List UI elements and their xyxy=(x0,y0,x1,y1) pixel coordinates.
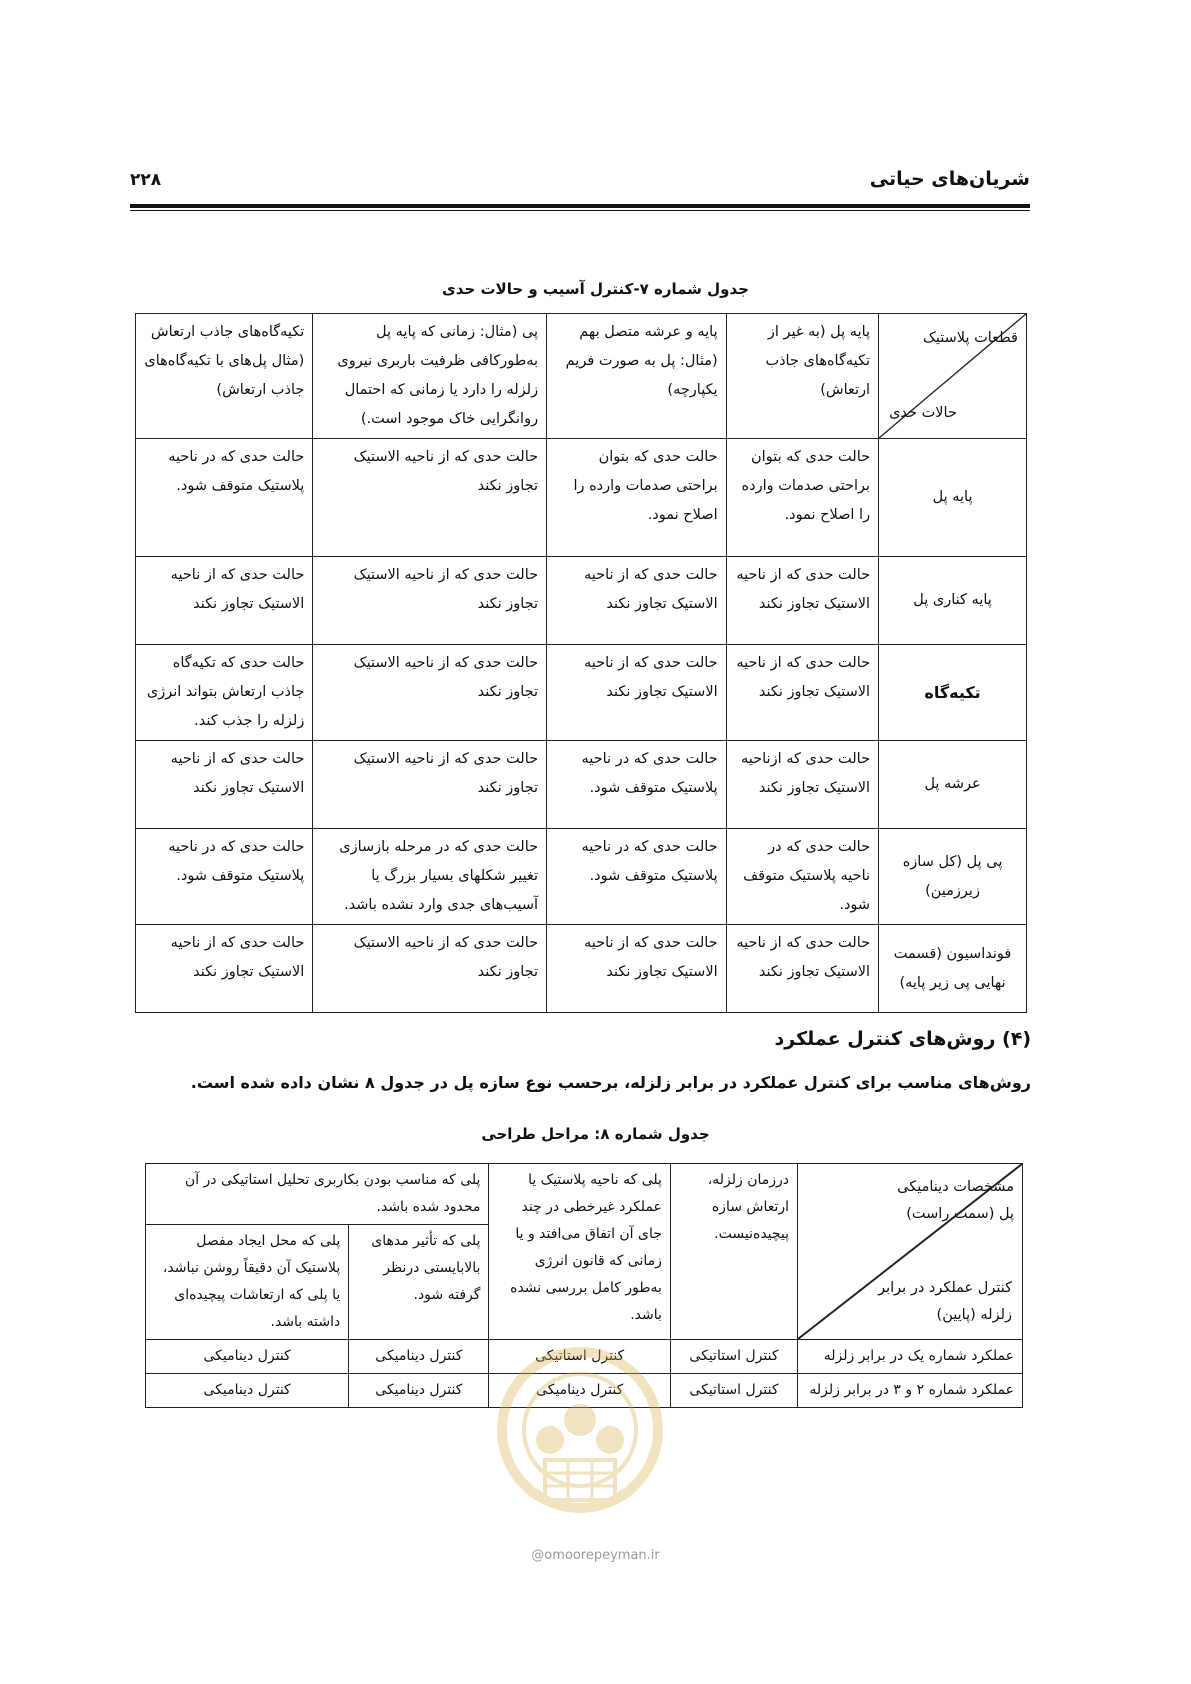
table-row xyxy=(136,557,1027,645)
table8-header-row xyxy=(146,1164,1023,1225)
table-cell: حالت حدی که در ناحیه پلاستیک متوقف شود. xyxy=(547,741,727,829)
table-cell: حالت حدی که از ناحیه الاستیک تجاوز نکند xyxy=(547,557,727,645)
table-cell: کنترل دینامیکی xyxy=(146,1374,349,1408)
row-label: پایه کناری پل xyxy=(879,557,1027,645)
table-row xyxy=(136,829,1027,925)
table-cell: حالت حدی که از ناحیه الاستیک تجاوز نکند xyxy=(547,645,727,741)
row-label: عملکرد شماره یک در برابر زلزله xyxy=(798,1340,1023,1374)
table7-corner-top: قطعات پلاستیک xyxy=(922,330,1018,346)
table-cell: حالت حدی که در ناحیه پلاستیک متوقف شود. xyxy=(136,439,313,557)
table-cell: حالت حدی که از ناحیه الاستیک تجاوز نکند xyxy=(313,925,547,1013)
table8-corner-top: مشخصات دینامیکی پل (سمت راست) xyxy=(897,1179,1014,1222)
table-cell: حالت حدی که در ناحیه پلاستیک متوقف شود. xyxy=(726,829,878,925)
row-label: پایه پل xyxy=(879,439,1027,557)
table-cell: حالت حدی که از ناحیه الاستیک تجاوز نکند xyxy=(136,925,313,1013)
table7-header-row xyxy=(136,314,1027,439)
header-rule xyxy=(130,204,1030,208)
book-title: شریان‌های حیاتی xyxy=(869,168,1030,190)
page-header xyxy=(130,168,1030,212)
table7-caption: جدول شماره ۷-کنترل آسیب و حالات حدی xyxy=(442,280,749,298)
watermark-logo xyxy=(490,1340,670,1530)
table7-col-header: پایه و عرشه متصل بهم (مثال: پل به صورت فریم یکپارچه) xyxy=(547,314,727,439)
table-row xyxy=(136,439,1027,557)
row-label: عملکرد شماره ۲ و ۳ در برابر زلزله xyxy=(798,1374,1023,1408)
table8-col-group: پلی که مناسب بودن بکاربری تحلیل استاتیکی در آن محدود شده باشد. xyxy=(146,1164,489,1225)
table7 xyxy=(135,313,1027,1013)
table-cell: حالت حدی که در مرحله بازسازی تغییر شکلهای بسیار بزرگ یا آسیب‌های جدی وارد نشده باشد. xyxy=(313,829,547,925)
table-cell: حالت حدی که در ناحیه پلاستیک متوقف شود. xyxy=(547,829,727,925)
table-cell: حالت حدی که از ناحیه الاستیک تجاوز نکند xyxy=(313,645,547,741)
row-label: عرشه پل xyxy=(879,741,1027,829)
table-cell: کنترل استاتیکی xyxy=(670,1340,797,1374)
table-cell: کنترل استاتیکی xyxy=(670,1374,797,1408)
row-label: فونداسیون (قسمت نهایی پی زیر پایه) xyxy=(879,925,1027,1013)
table7-col-header: پی (مثال: زمانی که پایه پل به‌طورکافی ظرفیت باربری نیروی زلزله را دارد یا زمانی که احتمال روانگرایی خاک موجود است.) xyxy=(313,314,547,439)
header-rule-thin xyxy=(130,210,1030,211)
table8-col-header: پلی که محل ایجاد مفصل پلاستیک آن دقیقاً روشن نباشد، یا پلی که ارتعاشات پیچیده‌ای داشته باشد. xyxy=(146,1225,349,1340)
table-row xyxy=(136,645,1027,741)
table-cell: حالت حدی که ازناحیه الاستیک تجاوز نکند xyxy=(726,741,878,829)
table7-corner-cell xyxy=(879,314,1027,439)
table8-col-header: درزمان زلزله، ارتعاش سازه پیچیده‌نیست. xyxy=(670,1164,797,1340)
body-paragraph: روش‌های مناسب برای کنترل عملکرد در برابر زلزله، برحسب نوع سازه پل در جدول ۸ نشان داده شده است. xyxy=(190,1073,1031,1092)
row-label: تکیه‌گاه xyxy=(879,645,1027,741)
table-row xyxy=(136,741,1027,829)
table8-corner-cell xyxy=(798,1164,1023,1340)
table-cell: حالت حدی که در ناحیه پلاستیک متوقف شود. xyxy=(136,829,313,925)
watermark-text: @omoorepeyman.ir xyxy=(531,1548,660,1563)
page-number: ۲۲۸ xyxy=(130,170,162,190)
table8-caption: جدول شماره ۸: مراحل طراحی xyxy=(481,1125,710,1143)
table-row xyxy=(136,925,1027,1013)
table-cell: حالت حدی که از ناحیه الاستیک تجاوز نکند xyxy=(313,741,547,829)
table-cell: حالت حدی که از ناحیه الاستیک تجاوز نکند xyxy=(726,645,878,741)
table-cell: کنترل دینامیکی xyxy=(489,1374,670,1408)
table-cell: حالت حدی که از ناحیه الاستیک تجاوز نکند xyxy=(547,925,727,1013)
table-cell: حالت حدی که بتوان براحتی صدمات وارده را اصلاح نمود. xyxy=(726,439,878,557)
table-cell: حالت حدی که از ناحیه الاستیک تجاوز نکند xyxy=(136,741,313,829)
table7-corner-bottom: حالات حدی xyxy=(889,405,957,421)
table8-corner-bottom: کنترل عملکرد در برابر زلزله (پایین) xyxy=(878,1280,1012,1323)
table8-col-header: پلی که تأثیر مدهای بالابایستی درنظر گرفته شود. xyxy=(349,1225,489,1340)
table7-col-header: پایه پل (به غیر از تکیه‌گاه‌های جاذب ارتعاش) xyxy=(726,314,878,439)
table-cell: کنترل استاتیکی xyxy=(489,1340,670,1374)
table8-col-header: پلی که ناحیه پلاستیک یا عملکرد غیرخطی در چند جای آن اتفاق می‌افتد و یا زمانی که قانون انرژی به‌طور کامل بررسی نشده باشد. xyxy=(489,1164,670,1340)
table-cell: حالت حدی که بتوان براحتی صدمات وارده را اصلاح نمود. xyxy=(547,439,727,557)
table-cell: حالت حدی که از ناحیه الاستیک تجاوز نکند xyxy=(313,439,547,557)
table-cell: حالت حدی که از ناحیه الاستیک تجاوز نکند xyxy=(136,557,313,645)
section-heading: (۴) روش‌های کنترل عملکرد xyxy=(774,1028,1031,1050)
table-cell: حالت حدی که تکیه‌گاه جاذب ارتعاش بتواند انرژی زلزله را جذب کند. xyxy=(136,645,313,741)
table-cell: حالت حدی که از ناحیه الاستیک تجاوز نکند xyxy=(726,557,878,645)
table-cell: کنترل دینامیکی xyxy=(146,1340,349,1374)
table-cell: کنترل دینامیکی xyxy=(349,1374,489,1408)
table-cell: کنترل دینامیکی xyxy=(349,1340,489,1374)
table-cell: حالت حدی که از ناحیه الاستیک تجاوز نکند xyxy=(726,925,878,1013)
table-cell: حالت حدی که از ناحیه الاستیک تجاوز نکند xyxy=(313,557,547,645)
table7-col-header: تکیه‌گاه‌های جاذب ارتعاش (مثال پل‌های با تکیه‌گاه‌های جاذب ارتعاش) xyxy=(136,314,313,439)
row-label: پی پل (کل سازه زیرزمین) xyxy=(879,829,1027,925)
